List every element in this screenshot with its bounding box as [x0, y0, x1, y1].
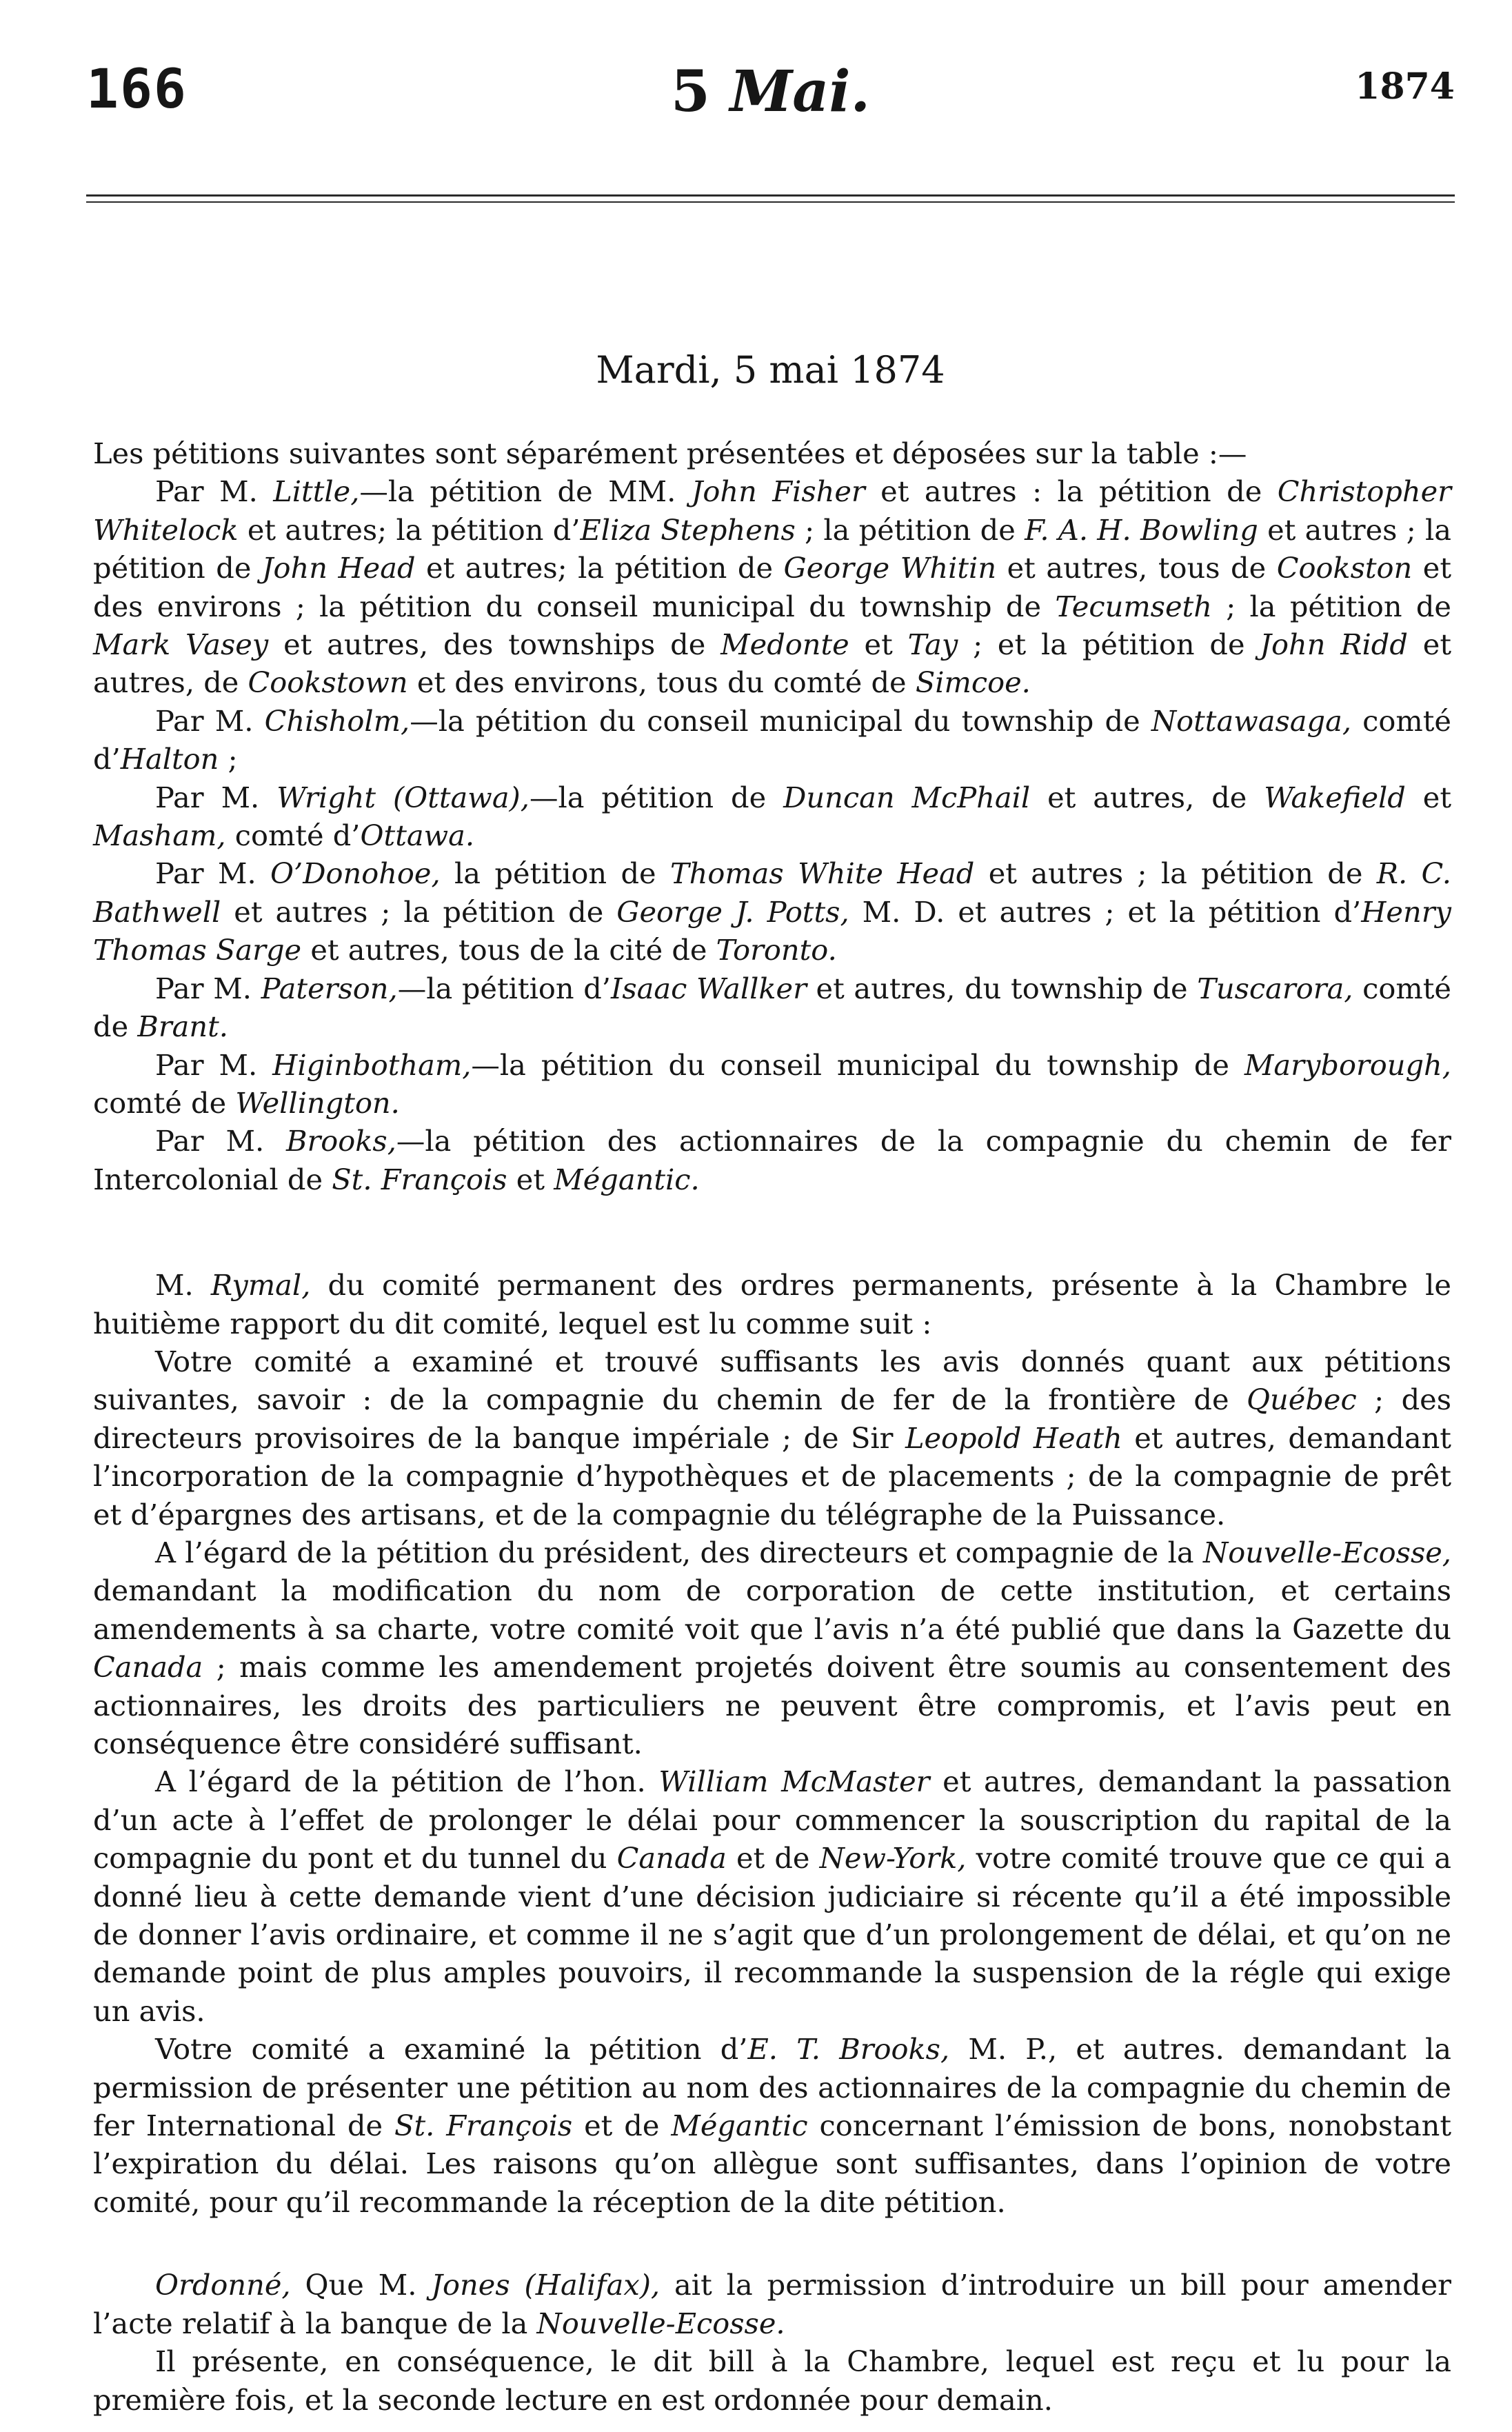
text-run: comté d’: [93, 703, 1451, 776]
paragraph: [93, 702, 1451, 778]
italic-run: Leopold Heath: [905, 1420, 1122, 1455]
text-run: et de: [726, 1841, 820, 1876]
italic-run: New-York,: [819, 1841, 967, 1876]
text-run: Par M.: [155, 1047, 273, 1082]
text-run: et autres, des townships de: [268, 627, 721, 662]
text-run: et autres; la pétition d’: [238, 512, 581, 547]
text-run: et des environs, tous du comté de: [407, 665, 916, 700]
italic-run: Paterson,: [261, 971, 398, 1005]
text-run: et autres ; la pétition de: [221, 894, 617, 929]
text-run: ; des directeurs provisoires de la banque impériale ; de Sir: [93, 1383, 1451, 1455]
paragraph: [93, 969, 1451, 1046]
italic-run: Halton: [120, 742, 219, 776]
italic-run: St. François: [394, 2109, 573, 2143]
text-run: comté de: [93, 971, 1451, 1044]
italic-run: Tay: [907, 627, 958, 662]
text-run: Par M.: [155, 780, 277, 814]
italic-run: George Whitin: [783, 551, 997, 585]
text-run: et autres, du township de: [806, 971, 1198, 1005]
text-run: Par M.: [155, 971, 261, 1005]
text-run: ; la pétition de: [795, 512, 1025, 547]
header-rule-bottom: [86, 201, 1455, 203]
text-run: —la pétition du conseil municipal du township de: [410, 703, 1151, 738]
header-year: 1874: [1355, 66, 1455, 108]
paragraph: [93, 434, 1451, 472]
text-run: et autres, de: [1030, 780, 1264, 814]
italic-run: Québec: [1247, 1383, 1357, 1417]
italic-run: R. C. Bathwell: [93, 856, 1451, 929]
paragraph: [93, 1122, 1451, 1198]
journal-body: [93, 434, 1451, 2419]
italic-run: Jones (Halifax),: [431, 2268, 661, 2302]
text-run: —la pétition du conseil municipal du township de: [471, 1047, 1244, 1082]
text-run: la pétition de: [440, 856, 670, 891]
paragraph: [93, 1266, 1451, 1343]
italic-run: Canada: [616, 1841, 727, 1876]
italic-run: Cookston: [1276, 551, 1413, 585]
text-run: M.: [155, 1268, 211, 1303]
header-rule-top: [86, 194, 1455, 197]
text-run: demandant la modification du nom de corporation de cette institution, et certains amendements à sa charte, votre comité voit que l’avis n’a été publié que dans la Gazette du: [93, 1574, 1451, 1646]
italic-run: Ordonné,: [155, 2268, 291, 2302]
text-run: et autres ; la pétition de: [93, 512, 1452, 585]
text-run: Les pétitions suivantes sont séparément présentées et déposées sur la table :—: [93, 436, 1247, 470]
italic-run: Thomas White Head: [669, 856, 975, 891]
text-run: et autres : la pétition de: [865, 474, 1278, 509]
italic-run: Henry Thomas Sarge: [93, 894, 1451, 967]
text-run: —la pétition d’: [397, 971, 611, 1005]
italic-run: F. A. H. Bowling: [1025, 512, 1258, 547]
text-run: et: [849, 627, 908, 662]
text-run: ait la permission d’introduire un bill pour amender l’acte relatif à la banque de la: [93, 2268, 1451, 2340]
text-run: et autres, de: [93, 627, 1452, 700]
header-day: 5: [670, 59, 710, 125]
italic-run: Brant.: [137, 1009, 229, 1044]
text-run: votre comité trouve que ce qui a donné lieu à cette demande vient d’une décision judiciaire si récente qu’il a été impossible de donner l’avis ordinaire, et comme il ne s’agit que d’un prolongement de délai, et qu’on ne demande point de plus amples pouvoirs, il recommande la suspension de la régle qui exige un avis.: [93, 1841, 1452, 2028]
text-run: Par M.: [155, 1124, 286, 1158]
paragraph: [93, 854, 1451, 969]
italic-run: Mark Vasey: [93, 627, 269, 662]
text-run: M. D. et autres ; et la pétition d’: [849, 894, 1362, 929]
italic-run: Tecumseth: [1055, 589, 1212, 623]
italic-run: Wakefield: [1264, 780, 1406, 814]
italic-run: Canada: [93, 1650, 203, 1685]
text-run: comté de: [93, 1085, 236, 1120]
paragraph: [93, 1534, 1451, 1762]
text-run: —la pétition de MM.: [359, 474, 692, 509]
paragraph: [93, 1762, 1451, 2030]
text-run: Par M.: [155, 856, 271, 891]
text-run: et de: [572, 2109, 672, 2143]
text-run: et autres ; la pétition de: [974, 856, 1377, 891]
paragraph: [93, 778, 1451, 855]
italic-run: E. T. Brooks,: [747, 2032, 950, 2067]
italic-run: St. François: [332, 1162, 507, 1196]
paragraph: [93, 2342, 1451, 2419]
paragraph: [93, 2030, 1451, 2221]
text-run: ; mais comme les amendement projetés doivent être soumis au consentement des actionnaires, les droits des particuliers ne peuvent être compromis, et l’avis peut en conséquence être considéré suffisant.: [93, 1650, 1451, 1760]
italic-run: Wellington.: [235, 1085, 400, 1120]
text-run: M. P., et autres. demandant la permission de présenter une pétition au nom des actionnaires de la compagnie du chemin de fer International de: [93, 2032, 1451, 2143]
italic-run: John Ridd: [1260, 627, 1408, 662]
text-run: Votre comité a examiné et trouvé suffisants les avis donnés quant aux pétitions suivantes, savoir : de la compagnie du chemin de fer de la frontière de: [93, 1344, 1451, 1417]
text-run: et autres, demandant l’incorporation de la compagnie d’hypothèques et de placements ; de la compagnie de prêt et d’épargnes des artisans, et de la compagnie du télégraphe de la Puissance.: [93, 1420, 1451, 1531]
italic-run: John Head: [261, 551, 416, 585]
text-run: A l’égard de la pétition de l’hon.: [155, 1765, 659, 1799]
italic-run: Christopher Whitelock: [93, 474, 1451, 547]
italic-run: O’Donohoe,: [270, 856, 441, 891]
italic-run: William McMaster: [658, 1765, 930, 1799]
text-run: et autres, demandant la passation d’un acte à l’effet de prolonger le délai pour commencer la souscription du rapital de la compagnie du pont et du tunnel du: [93, 1765, 1451, 1876]
text-run: —la pétition de: [529, 780, 784, 814]
text-run: et: [1405, 780, 1452, 814]
italic-run: Toronto.: [716, 933, 837, 967]
italic-run: Mégantic: [671, 2109, 808, 2143]
text-run: et autres, tous de: [996, 551, 1277, 585]
italic-run: Tuscarora,: [1197, 971, 1353, 1005]
italic-run: Brooks,: [285, 1124, 396, 1158]
text-run: ; la pétition de: [1211, 589, 1451, 623]
header-month: Mai.: [729, 59, 871, 125]
italic-run: Ottawa.: [360, 818, 475, 853]
text-run: et: [507, 1162, 554, 1196]
text-run: Il présente, en conséquence, le dit bill à la Chambre, lequel est reçu et lu pour la première fois, et la seconde lecture en est ordonnée pour demain.: [93, 2344, 1451, 2417]
italic-run: Eliza Stephens: [580, 512, 796, 547]
italic-run: Duncan McPhail: [783, 780, 1031, 814]
italic-run: Mégantic.: [554, 1162, 700, 1196]
paragraph: [93, 472, 1451, 701]
text-run: Votre comité a examiné la pétition d’: [155, 2032, 748, 2067]
text-run: et autres, tous de la cité de: [301, 933, 716, 967]
italic-run: Simcoe.: [915, 665, 1031, 700]
text-run: ; et la pétition de: [958, 627, 1260, 662]
italic-run: Wright (Ottawa),: [276, 780, 530, 814]
italic-run: Nottawasaga,: [1151, 703, 1352, 738]
paragraph: [93, 1046, 1451, 1123]
page-number: 166: [86, 59, 188, 121]
document-page: [86, 0, 1455, 2432]
paragraph: [93, 1343, 1451, 1534]
italic-run: Medonte: [720, 627, 849, 662]
text-run: et autres; la pétition de: [415, 551, 784, 585]
header-date: [86, 59, 1455, 125]
text-run: comté d’: [225, 818, 361, 853]
header-rule: [86, 194, 1455, 203]
text-run: A l’égard de la pétition du président, des directeurs et compagnie de la: [155, 1535, 1203, 1569]
paragraph: [93, 2266, 1451, 2342]
text-run: Par M.: [155, 474, 274, 509]
session-date-heading: Mardi, 5 mai 1874: [596, 348, 945, 392]
italic-run: Chisholm,: [264, 703, 410, 738]
running-header: [86, 59, 1455, 134]
text-run: Par M.: [155, 703, 265, 738]
italic-run: Cookstown: [248, 665, 408, 700]
italic-run: John Fisher: [691, 474, 865, 509]
text-run: du comité permanent des ordres permanents, présente à la Chambre le huitième rapport du dit comité, lequel est lu comme suit :: [93, 1268, 1451, 1340]
italic-run: Nouvelle-Ecosse,: [1202, 1535, 1451, 1569]
italic-run: Masham,: [93, 818, 226, 853]
text-run: Que M.: [290, 2268, 432, 2302]
text-run: et des environs ; la pétition du conseil municipal du township de: [93, 551, 1452, 623]
italic-run: Higinbotham,: [272, 1047, 472, 1082]
italic-run: Little,: [273, 474, 360, 509]
italic-run: Maryborough,: [1244, 1047, 1451, 1082]
text-run: concernant l’émission de bons, nonobstant l’expiration du délai. Les raisons qu’on allègue sont suffisantes, dans l’opinion de votre comité, pour qu’il recommande la réception de la dite pétition.: [93, 2109, 1451, 2219]
italic-run: Isaac Wallker: [610, 971, 807, 1005]
text-run: ;: [219, 742, 238, 776]
italic-run: Rymal,: [210, 1268, 311, 1303]
italic-run: George J. Potts,: [616, 894, 849, 929]
text-run: —la pétition des actionnaires de la compagnie du chemin de fer Intercolonial de: [93, 1124, 1451, 1196]
italic-run: Nouvelle-Ecosse.: [536, 2306, 785, 2340]
